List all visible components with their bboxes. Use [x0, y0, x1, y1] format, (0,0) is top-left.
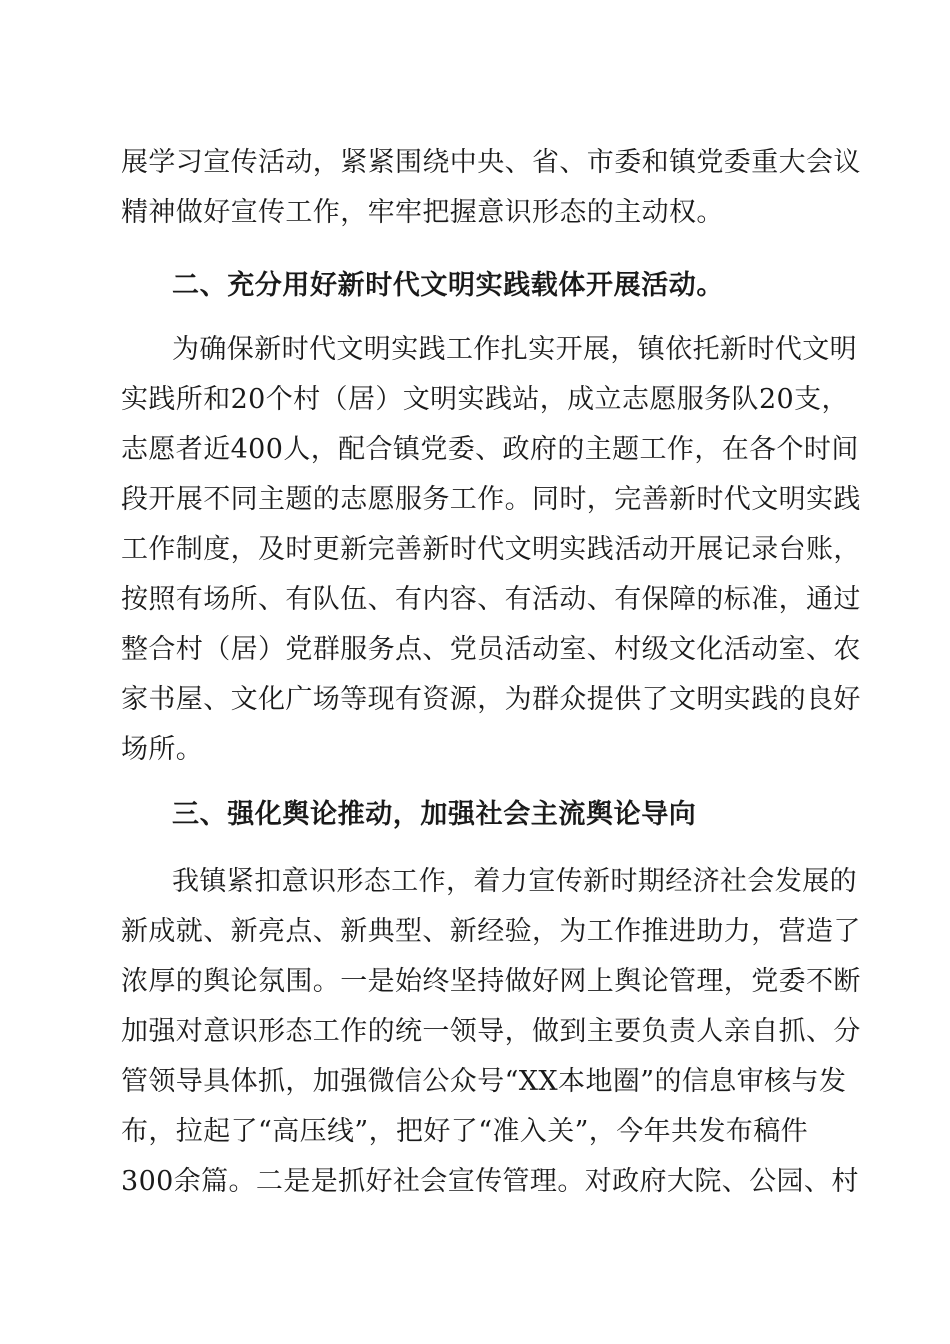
body-line: 段开展不同主题的志愿服务工作。同时，完善新时代文明实践: [121, 484, 861, 515]
section-heading: 三、强化舆论推动，加强社会主流舆论导向: [172, 799, 697, 830]
body-line: 场所。: [121, 734, 204, 765]
body-line: 家书屋、文化广场等现有资源，为群众提供了文明实践的良好: [121, 684, 861, 715]
body-line: 为确保新时代文明实践工作扎实开展，镇依托新时代文明: [172, 334, 857, 365]
body-line: 整合村（居）党群服务点、党员活动室、村级文化活动室、农: [121, 634, 861, 665]
section-heading: 二、充分用好新时代文明实践载体开展活动。: [172, 270, 724, 301]
body-line: 工作制度，及时更新完善新时代文明实践活动开展记录台账，: [121, 534, 861, 565]
body-line: 展学习宣传活动，紧紧围绕中央、省、市委和镇党委重大会议: [121, 147, 861, 178]
body-line: 精神做好宣传工作，牢牢把握意识形态的主动权。: [121, 197, 724, 228]
body-line: 新成就、新亮点、新典型、新经验，为工作推进助力，营造了: [121, 916, 861, 947]
body-line: 300余篇。二是是抓好社会宣传管理。对政府大院、公园、村: [121, 1166, 859, 1197]
body-line: 我镇紧扣意识形态工作，着力宣传新时期经济社会发展的: [172, 866, 857, 897]
body-line: 按照有场所、有队伍、有内容、有活动、有保障的标准，通过: [121, 584, 861, 615]
body-line: 浓厚的舆论氛围。一是始终坚持做好网上舆论管理，党委不断: [121, 966, 861, 997]
body-line: 布，拉起了“高压线”，把好了“准入关”，今年共发布稿件: [121, 1116, 809, 1147]
body-line: 管领导具体抓，加强微信公众号“XX本地圈”的信息审核与发: [121, 1066, 847, 1097]
body-line: 实践所和20个村（居）文明实践站，成立志愿服务队20支，: [121, 384, 849, 415]
body-line: 志愿者近400人，配合镇党委、政府的主题工作，在各个时间: [121, 434, 859, 465]
body-line: 加强对意识形态工作的统一领导，做到主要负责人亲自抓、分: [121, 1016, 861, 1047]
